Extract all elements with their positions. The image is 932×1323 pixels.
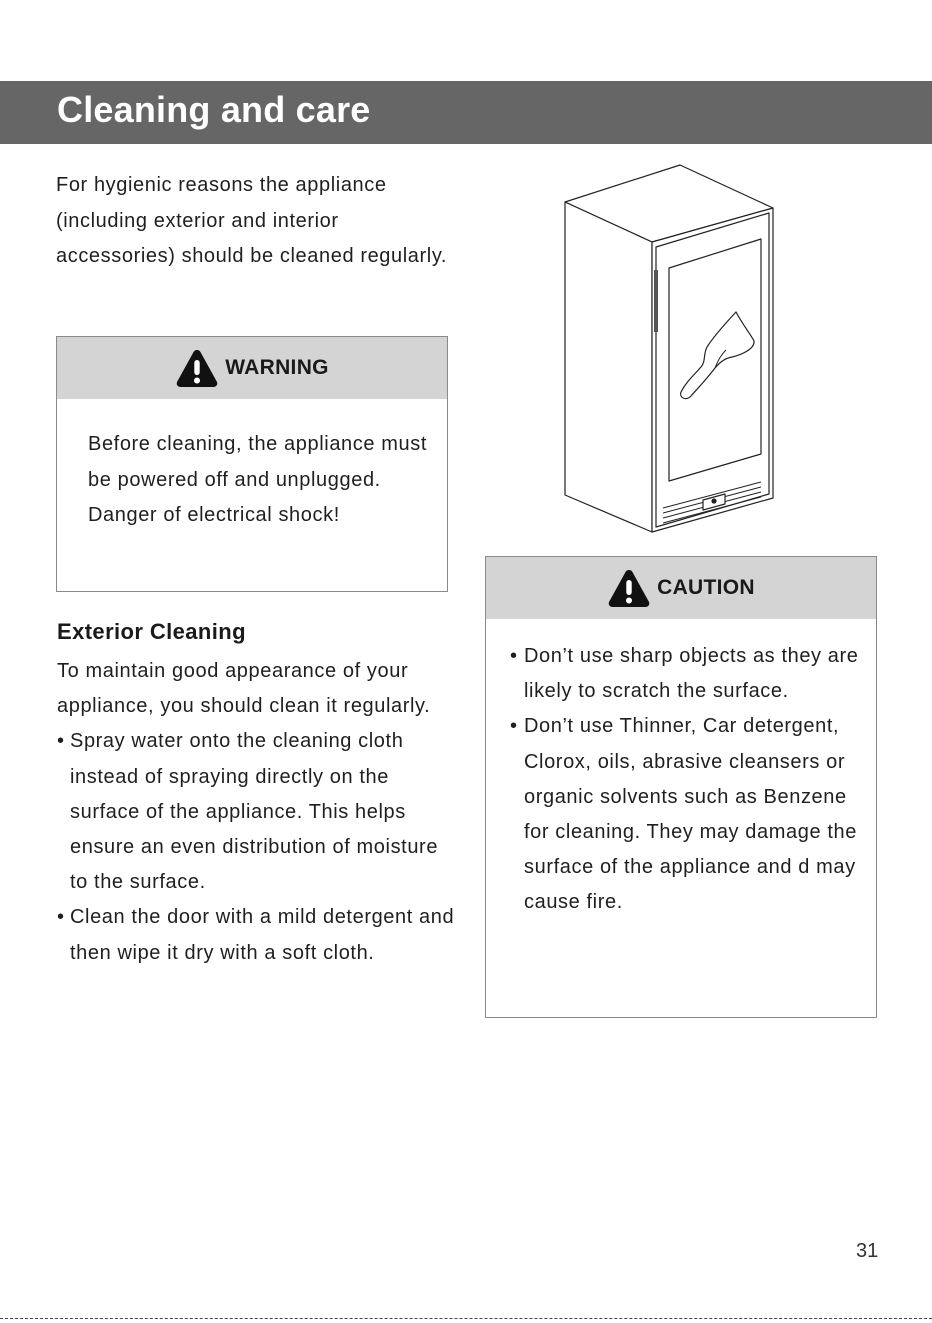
intro-paragraph: For hygienic reasons the appliance (including exterior and interior accessories) should be cleaned regularly. (56, 174, 448, 267)
bullet-text: Clean the door with a mild detergent and then wipe it dry with a soft cloth. (70, 906, 455, 964)
page-number: 31 (856, 1240, 879, 1262)
bullet-text: Don’t use Thinner, Car detergent, Clorox, oils, abrasive cleansers or organic solvents such as Benzene for cleaning. They may damage the surface of the appliance and d may cause fire. (524, 715, 857, 914)
appliance-cleaning-illustration (555, 160, 780, 535)
title-bar (0, 81, 932, 144)
warning-text: Before cleaning, the appliance must be powered off and unplugged. Danger of electrical shock! (88, 433, 427, 526)
bullet-marker: • (57, 906, 65, 929)
exterior-intro: To maintain good appearance of your appliance, you should clean it regularly. (57, 660, 431, 718)
exterior-cleaning-body (57, 654, 457, 971)
list-item (510, 709, 868, 920)
warning-triangle-icon (607, 568, 651, 608)
bullet-marker: • (510, 715, 518, 738)
caution-box (485, 556, 877, 1018)
list-item (57, 724, 457, 900)
caution-text (486, 619, 876, 921)
bullet-text: Don’t use sharp objects as they are likely to scratch the surface. (524, 645, 859, 703)
warning-triangle-icon (175, 348, 219, 388)
page-title: Cleaning and care (57, 89, 371, 130)
list-item (510, 639, 868, 709)
exterior-cleaning-heading: Exterior Cleaning (57, 619, 246, 644)
bullet-marker: • (57, 730, 65, 753)
bullet-text: Spray water onto the cleaning cloth instead of spraying directly on the surface of the appliance. This helps ensure an even distribution of moisture to the surface. (70, 730, 439, 894)
bullet-marker: • (510, 645, 518, 667)
list-item (57, 900, 457, 970)
caution-header (486, 557, 876, 619)
warning-label: WARNING (225, 356, 329, 379)
footer-divider (0, 1318, 932, 1319)
warning-header (57, 337, 447, 399)
warning-box (56, 336, 448, 592)
caution-label: CAUTION (657, 576, 755, 599)
